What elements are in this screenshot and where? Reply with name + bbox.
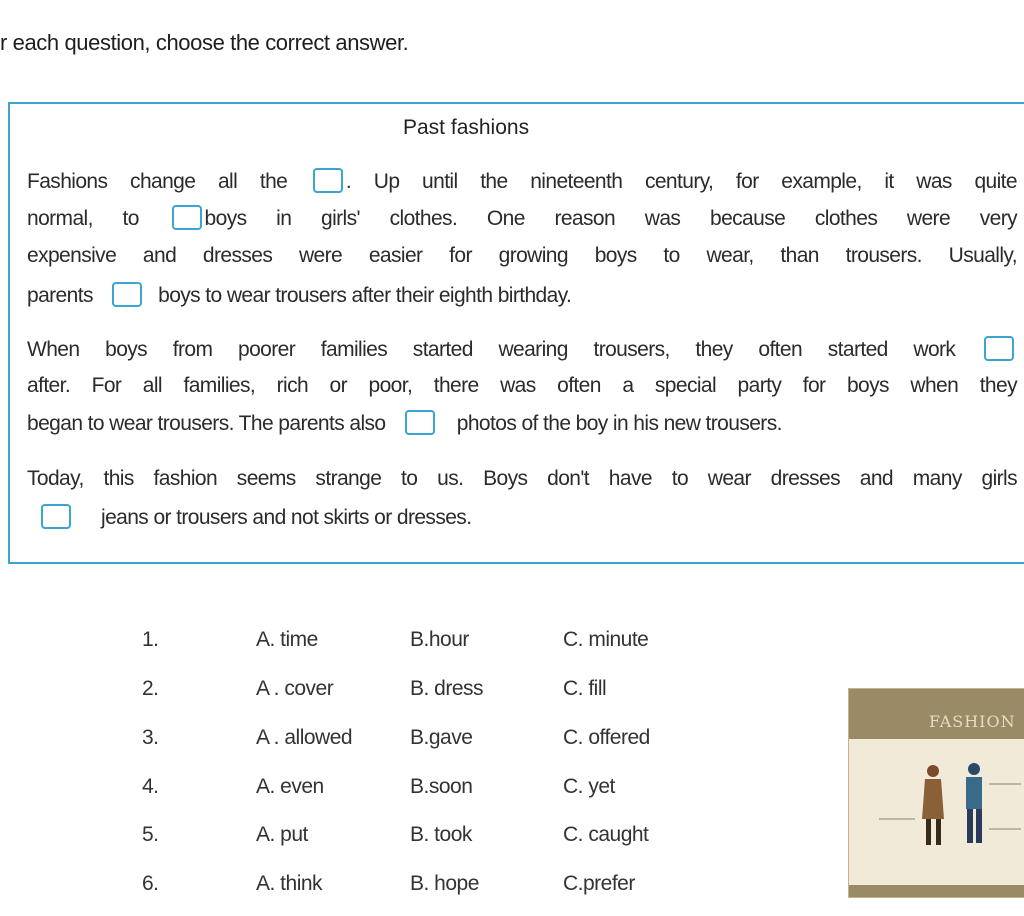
passage-line-9: jeans or trousers and not skirts or dresses. [27,504,1017,532]
footer-band [849,885,1024,897]
option-b[interactable]: B. dress [410,677,484,700]
question-number: 3. [142,726,159,749]
option-a[interactable]: A . allowed [256,726,353,749]
passage-line-8: Today, this fashion seems strange to us. Boys don't have to wear dresses and many girls [27,467,1017,490]
option-b[interactable]: B. took [410,823,472,846]
option-a[interactable]: A. put [256,823,308,846]
banner-text: FASHION [929,712,1016,731]
option-c[interactable]: C. offered [563,726,650,749]
passage-line-3: expensive and dresses were easier for growing boys to wear, than trousers. Usually, [27,244,1017,267]
option-a[interactable]: A . cover [256,677,334,700]
fashion-plate-image [849,689,1024,897]
option-c[interactable]: C.prefer [563,872,635,895]
instruction-text: r each question, choose the correct answer. [0,30,409,55]
answer-gap-5[interactable] [405,410,435,435]
question-number: 4. [142,775,159,798]
option-b[interactable]: B.gave [410,726,473,749]
option-b[interactable]: B.hour [410,628,469,651]
question-number: 1. [142,628,159,651]
answer-gap-4[interactable] [984,336,1014,361]
passage-line-4: parents boys to wear trousers after their eighth birthday. [27,284,572,307]
fashion-illustration [848,688,1024,898]
option-c[interactable]: C. yet [563,775,615,798]
option-c[interactable]: C. minute [563,628,649,651]
passage-line-5: When boys from poorer families started wearing trousers, they often started work [27,336,1017,364]
question-number: 6. [142,872,159,895]
passage-line-1: Fashions change all the . Up until the nineteenth century, for example, it was quite [27,170,1017,193]
option-c[interactable]: C. caught [563,823,649,846]
option-c[interactable]: C. fill [563,677,607,700]
option-a[interactable]: A. time [256,628,318,651]
passage-title: Past fashions [403,116,530,139]
answer-gap-2[interactable] [172,205,202,230]
passage-line-7: began to wear trousers. The parents also photos of the boy in his new trousers. [27,412,782,435]
answer-gap-6[interactable] [41,504,71,529]
option-a[interactable]: A. even [256,775,324,798]
option-b[interactable]: B.soon [410,775,473,798]
passage-line-2: normal, to boys in girls' clothes. One reason was because clothes were very [27,207,1017,230]
question-number: 5. [142,823,159,846]
option-a[interactable]: A. think [256,872,323,895]
question-number: 2. [142,677,159,700]
answer-gap-1[interactable] [313,168,343,193]
option-b[interactable]: B. hope [410,872,479,895]
answer-gap-3[interactable] [112,282,142,307]
passage-line-6: after. For all families, rich or poor, there was often a special party for boys when they [27,374,1017,397]
